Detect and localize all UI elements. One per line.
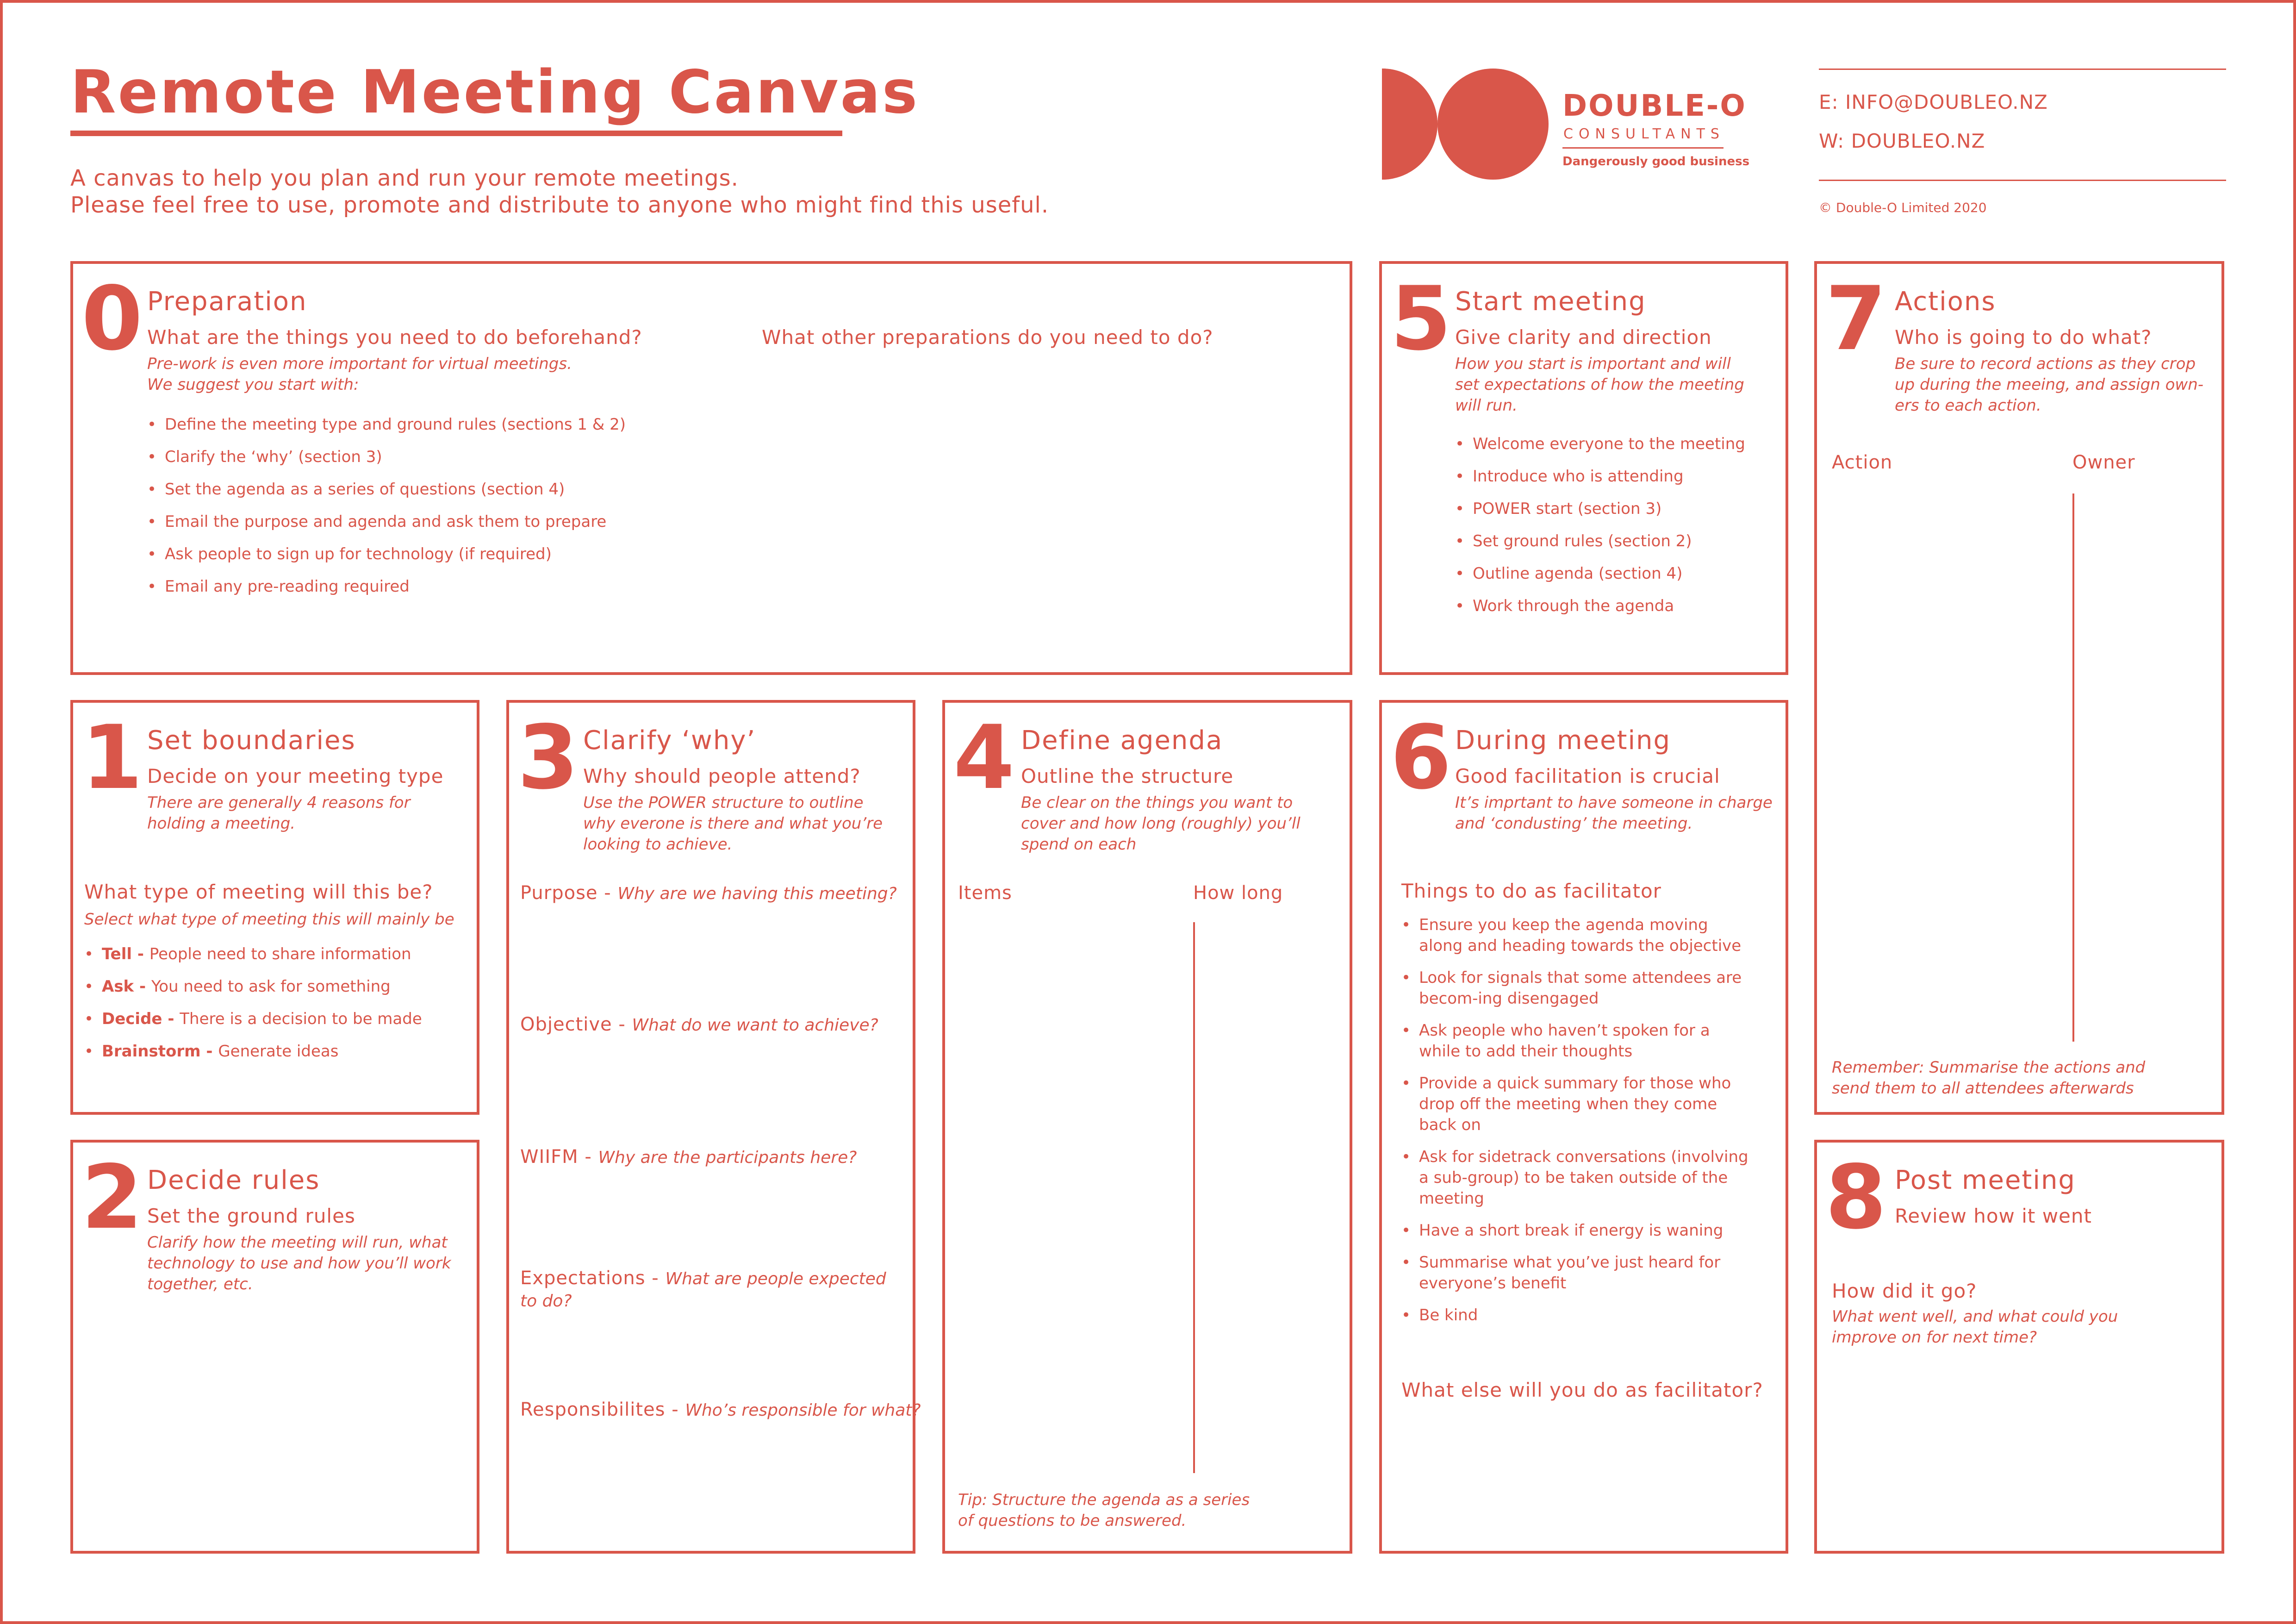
note-line: why everone is there and what you’re	[583, 814, 883, 833]
note-line: technology to use and how you’ll work	[147, 1254, 451, 1273]
copyright: © Double-O Limited 2020	[1819, 200, 1987, 215]
item-text: There is a decision to be made	[180, 1010, 422, 1028]
note-line: Use the POWER structure to outline	[583, 793, 864, 812]
list-item	[1401, 1073, 1772, 1136]
label-key: WIIFM -	[520, 1146, 598, 1168]
label-question: Who’s responsible for what?	[685, 1401, 921, 1420]
purpose-label	[520, 882, 897, 904]
section-title: Preparation	[147, 287, 307, 317]
section-number: 1	[81, 706, 143, 809]
title-underline	[70, 131, 842, 136]
section-subtitle: Who is going to do what?	[1895, 326, 2152, 349]
item-text: People need to share information	[149, 945, 411, 963]
item-line: • Summarise what you’ve just heard for	[1419, 1253, 1721, 1272]
other-preparations-question: What other preparations do you need to do?	[762, 326, 1213, 349]
item-text: You need to ask for something	[151, 977, 391, 996]
note-line: up during the meeing, and assign own-	[1895, 375, 2204, 394]
logo-divider	[1562, 147, 1724, 149]
item-line: • Have a short break if energy is waning	[1419, 1221, 1724, 1240]
section-number: 7	[1825, 268, 1887, 370]
section-title: During meeting	[1455, 725, 1671, 756]
meeting-type-question: What type of meeting will this be?	[84, 881, 433, 903]
section-number: 4	[953, 706, 1015, 809]
item-key: Decide -	[102, 1010, 180, 1028]
action-column-header: Action	[1832, 452, 1893, 473]
section-note	[147, 793, 411, 834]
note-line: of questions to be answered.	[958, 1512, 1187, 1530]
note-line: set expectations of how the meeting	[1455, 375, 1744, 394]
section-number: 5	[1390, 268, 1452, 370]
item-line: while to add their thoughts	[1419, 1042, 1633, 1061]
section-subtitle: Set the ground rules	[147, 1205, 355, 1227]
note-line: There are generally 4 reasons for	[147, 793, 411, 812]
label-key: Purpose -	[520, 882, 618, 904]
expectations-label	[520, 1268, 886, 1312]
list-item: • Outline agenda (section 4)	[1455, 557, 1745, 590]
note-line: improve on for next time?	[1832, 1328, 2037, 1347]
section-start-meeting	[1379, 261, 1788, 675]
list-item: • Clarify the ‘why’ (section 3)	[147, 441, 626, 473]
label-question: What do we want to achieve?	[632, 1016, 878, 1035]
section-title: Set boundaries	[147, 725, 356, 756]
section-question: What are the things you need to do beforehand?	[147, 326, 642, 349]
list-item	[84, 938, 422, 970]
label-key: Objective -	[520, 1014, 632, 1035]
meeting-type-note: Select what type of meeting this will mainly be	[84, 910, 454, 929]
note-line: Clarify how the meeting will run, what	[147, 1233, 448, 1252]
list-item: • Set the agenda as a series of questions (section 4)	[147, 473, 626, 506]
meeting-type-list	[84, 938, 422, 1068]
column-divider	[2072, 493, 2074, 1042]
item-line: • Provide a quick summary for those who	[1419, 1074, 1731, 1093]
list-item	[84, 1003, 422, 1035]
note-line: Tip: Structure the agenda as a series	[958, 1491, 1250, 1509]
section-number: 2	[81, 1146, 143, 1249]
section-during-meeting	[1379, 700, 1788, 1554]
note-line: together, etc.	[147, 1275, 253, 1293]
how-did-it-go-question: How did it go?	[1832, 1280, 1977, 1302]
section-title: Post meeting	[1895, 1165, 2076, 1195]
note-line: Be sure to record actions as they crop	[1895, 355, 2196, 373]
note-line: It’s imprtant to have someone in charge	[1455, 793, 1773, 812]
label-question: Why are the participants here?	[598, 1148, 857, 1167]
section-number: 6	[1390, 706, 1452, 809]
list-item	[1401, 968, 1772, 1009]
section-title: Define agenda	[1021, 725, 1223, 756]
start-list	[1455, 428, 1745, 622]
items-column-header: Items	[958, 882, 1012, 904]
note-line: Be clear on the things you want to	[1021, 793, 1293, 812]
item-line: • Ensure you keep the agenda moving	[1419, 916, 1708, 934]
section-decide-rules	[70, 1140, 479, 1554]
double-o-logo-icon	[1382, 69, 1549, 180]
note-line: spend on each	[1021, 835, 1137, 854]
section-note	[583, 793, 883, 855]
page-subtitle	[70, 165, 1049, 219]
list-item	[1401, 915, 1772, 956]
list-item	[1401, 1305, 1772, 1326]
facilitator-things-header: Things to do as facilitator	[1401, 880, 1661, 902]
note-line: send them to all attendees afterwards	[1832, 1079, 2134, 1098]
list-item: • Work through the agenda	[1455, 590, 1745, 622]
list-item: • Set ground rules (section 2)	[1455, 525, 1745, 557]
item-line: • Look for signals that some attendees are	[1419, 968, 1742, 987]
note-line: and ‘condusting’ the meeting.	[1455, 814, 1693, 833]
facilitator-else-question: What else will you do as facilitator?	[1401, 1379, 1763, 1401]
section-note	[1832, 1306, 2118, 1348]
list-item: • Email any pre-reading required	[147, 570, 626, 603]
section-define-agenda	[942, 700, 1352, 1554]
section-note	[1455, 354, 1744, 416]
section-set-boundaries	[70, 700, 479, 1115]
item-line: a sub-group) to be taken outside of the	[1419, 1168, 1728, 1187]
prep-list	[147, 408, 626, 603]
item-key: Brainstorm -	[102, 1042, 218, 1061]
wiifm-label	[520, 1146, 857, 1168]
item-key: Ask -	[102, 977, 151, 996]
section-number: 3	[517, 706, 579, 809]
responsibilities-label	[520, 1399, 921, 1420]
note-line: Pre-work is even more important for virtual meetings.	[147, 355, 572, 373]
section-note	[1895, 354, 2203, 416]
item-line: drop off the meeting when they come	[1419, 1095, 1717, 1113]
section-subtitle: Why should people attend?	[583, 765, 861, 787]
list-item: • Define the meeting type and ground rules (sections 1 & 2)	[147, 408, 626, 441]
note-line: ers to each action.	[1895, 396, 2041, 415]
note-line: looking to achieve.	[583, 835, 733, 854]
subtitle-line-1: A canvas to help you plan and run your remote meetings.	[70, 165, 739, 191]
section-note	[147, 1232, 451, 1295]
list-item: • Welcome everyone to the meeting	[1455, 428, 1745, 460]
logo-subtitle: CONSULTANTS	[1563, 126, 1725, 142]
section-note	[1021, 793, 1300, 855]
label-question: Why are we having this meeting?	[617, 884, 897, 903]
contact-bottom-rule	[1819, 180, 2226, 181]
section-title: Clarify ‘why’	[583, 725, 756, 756]
label-key: Responsibilites -	[520, 1399, 685, 1420]
list-item: • POWER start (section 3)	[1455, 493, 1745, 525]
item-line: back on	[1419, 1116, 1481, 1134]
item-line: • Ask for sidetrack conversations (involving	[1419, 1148, 1748, 1166]
owner-column-header: Owner	[2072, 452, 2135, 473]
list-item: • Ask people to sign up for technology (if required)	[147, 538, 626, 570]
section-note	[1455, 793, 1773, 834]
contact-top-rule	[1819, 69, 2226, 70]
logo-name: DOUBLE-O	[1562, 89, 1747, 123]
note-line: Remember: Summarise the actions and	[1832, 1058, 2146, 1077]
how-long-column-header: How long	[1193, 882, 1283, 904]
item-text: Generate ideas	[218, 1042, 339, 1061]
item-line: becom-ing disengaged	[1419, 989, 1599, 1008]
contact-web[interactable]: W: DOUBLEO.NZ	[1819, 130, 1985, 152]
item-line: • Be kind	[1419, 1306, 1478, 1324]
logo-tagline: Dangerously good business	[1562, 155, 1750, 169]
item-line: along and heading towards the objective	[1419, 937, 1742, 955]
list-item	[1401, 1147, 1772, 1209]
section-subtitle: Outline the structure	[1021, 765, 1234, 787]
note-line: will run.	[1455, 396, 1518, 415]
label-question: What are people expected	[665, 1269, 886, 1288]
item-line: • Ask people who haven’t spoken for a	[1419, 1021, 1710, 1040]
section-number: 0	[81, 268, 143, 370]
section-number: 8	[1825, 1146, 1887, 1249]
contact-email[interactable]: E: INFO@DOUBLEO.NZ	[1819, 91, 2048, 113]
item-line: meeting	[1419, 1189, 1484, 1208]
list-item: • Email the purpose and agenda and ask them to prepare	[147, 506, 626, 538]
section-subtitle: Good facilitation is crucial	[1455, 765, 1720, 787]
section-actions	[1814, 261, 2224, 1115]
note-line: cover and how long (roughly) you’ll	[1021, 814, 1300, 833]
list-item: • Introduce who is attending	[1455, 460, 1745, 493]
section-subtitle: Decide on your meeting type	[147, 765, 444, 787]
note-line: How you start is important and will	[1455, 355, 1731, 373]
remember-note	[1832, 1057, 2145, 1099]
section-clarify-why	[506, 700, 921, 1554]
note-line: holding a meeting.	[147, 814, 296, 833]
list-item	[1401, 1252, 1772, 1294]
section-post-meeting	[1814, 1140, 2224, 1554]
column-divider	[1193, 922, 1195, 1473]
list-item	[84, 970, 422, 1003]
section-subtitle: Give clarity and direction	[1455, 326, 1712, 349]
section-preparation	[70, 261, 1352, 675]
label-key: Expectations -	[520, 1268, 666, 1289]
list-item	[1401, 1020, 1772, 1062]
item-key: Tell -	[102, 945, 149, 963]
subtitle-line-2: Please feel free to use, promote and distribute to anyone who might find this useful.	[70, 192, 1049, 218]
objective-label	[520, 1014, 878, 1035]
list-item	[84, 1035, 422, 1068]
label-question: to do?	[520, 1292, 572, 1311]
note-line: We suggest you start with:	[147, 375, 359, 394]
section-subtitle: Review how it went	[1895, 1205, 2092, 1227]
section-title: Start meeting	[1455, 287, 1646, 317]
page-title: Remote Meeting Canvas	[70, 58, 920, 127]
list-item	[1401, 1220, 1772, 1241]
section-title: Actions	[1895, 287, 1996, 317]
agenda-tip	[958, 1490, 1250, 1531]
section-title: Decide rules	[147, 1165, 320, 1195]
note-line: What went well, and what could you	[1832, 1307, 2118, 1326]
item-line: everyone’s benefit	[1419, 1274, 1567, 1293]
facilitator-list	[1401, 915, 1772, 1326]
section-note	[147, 354, 572, 395]
